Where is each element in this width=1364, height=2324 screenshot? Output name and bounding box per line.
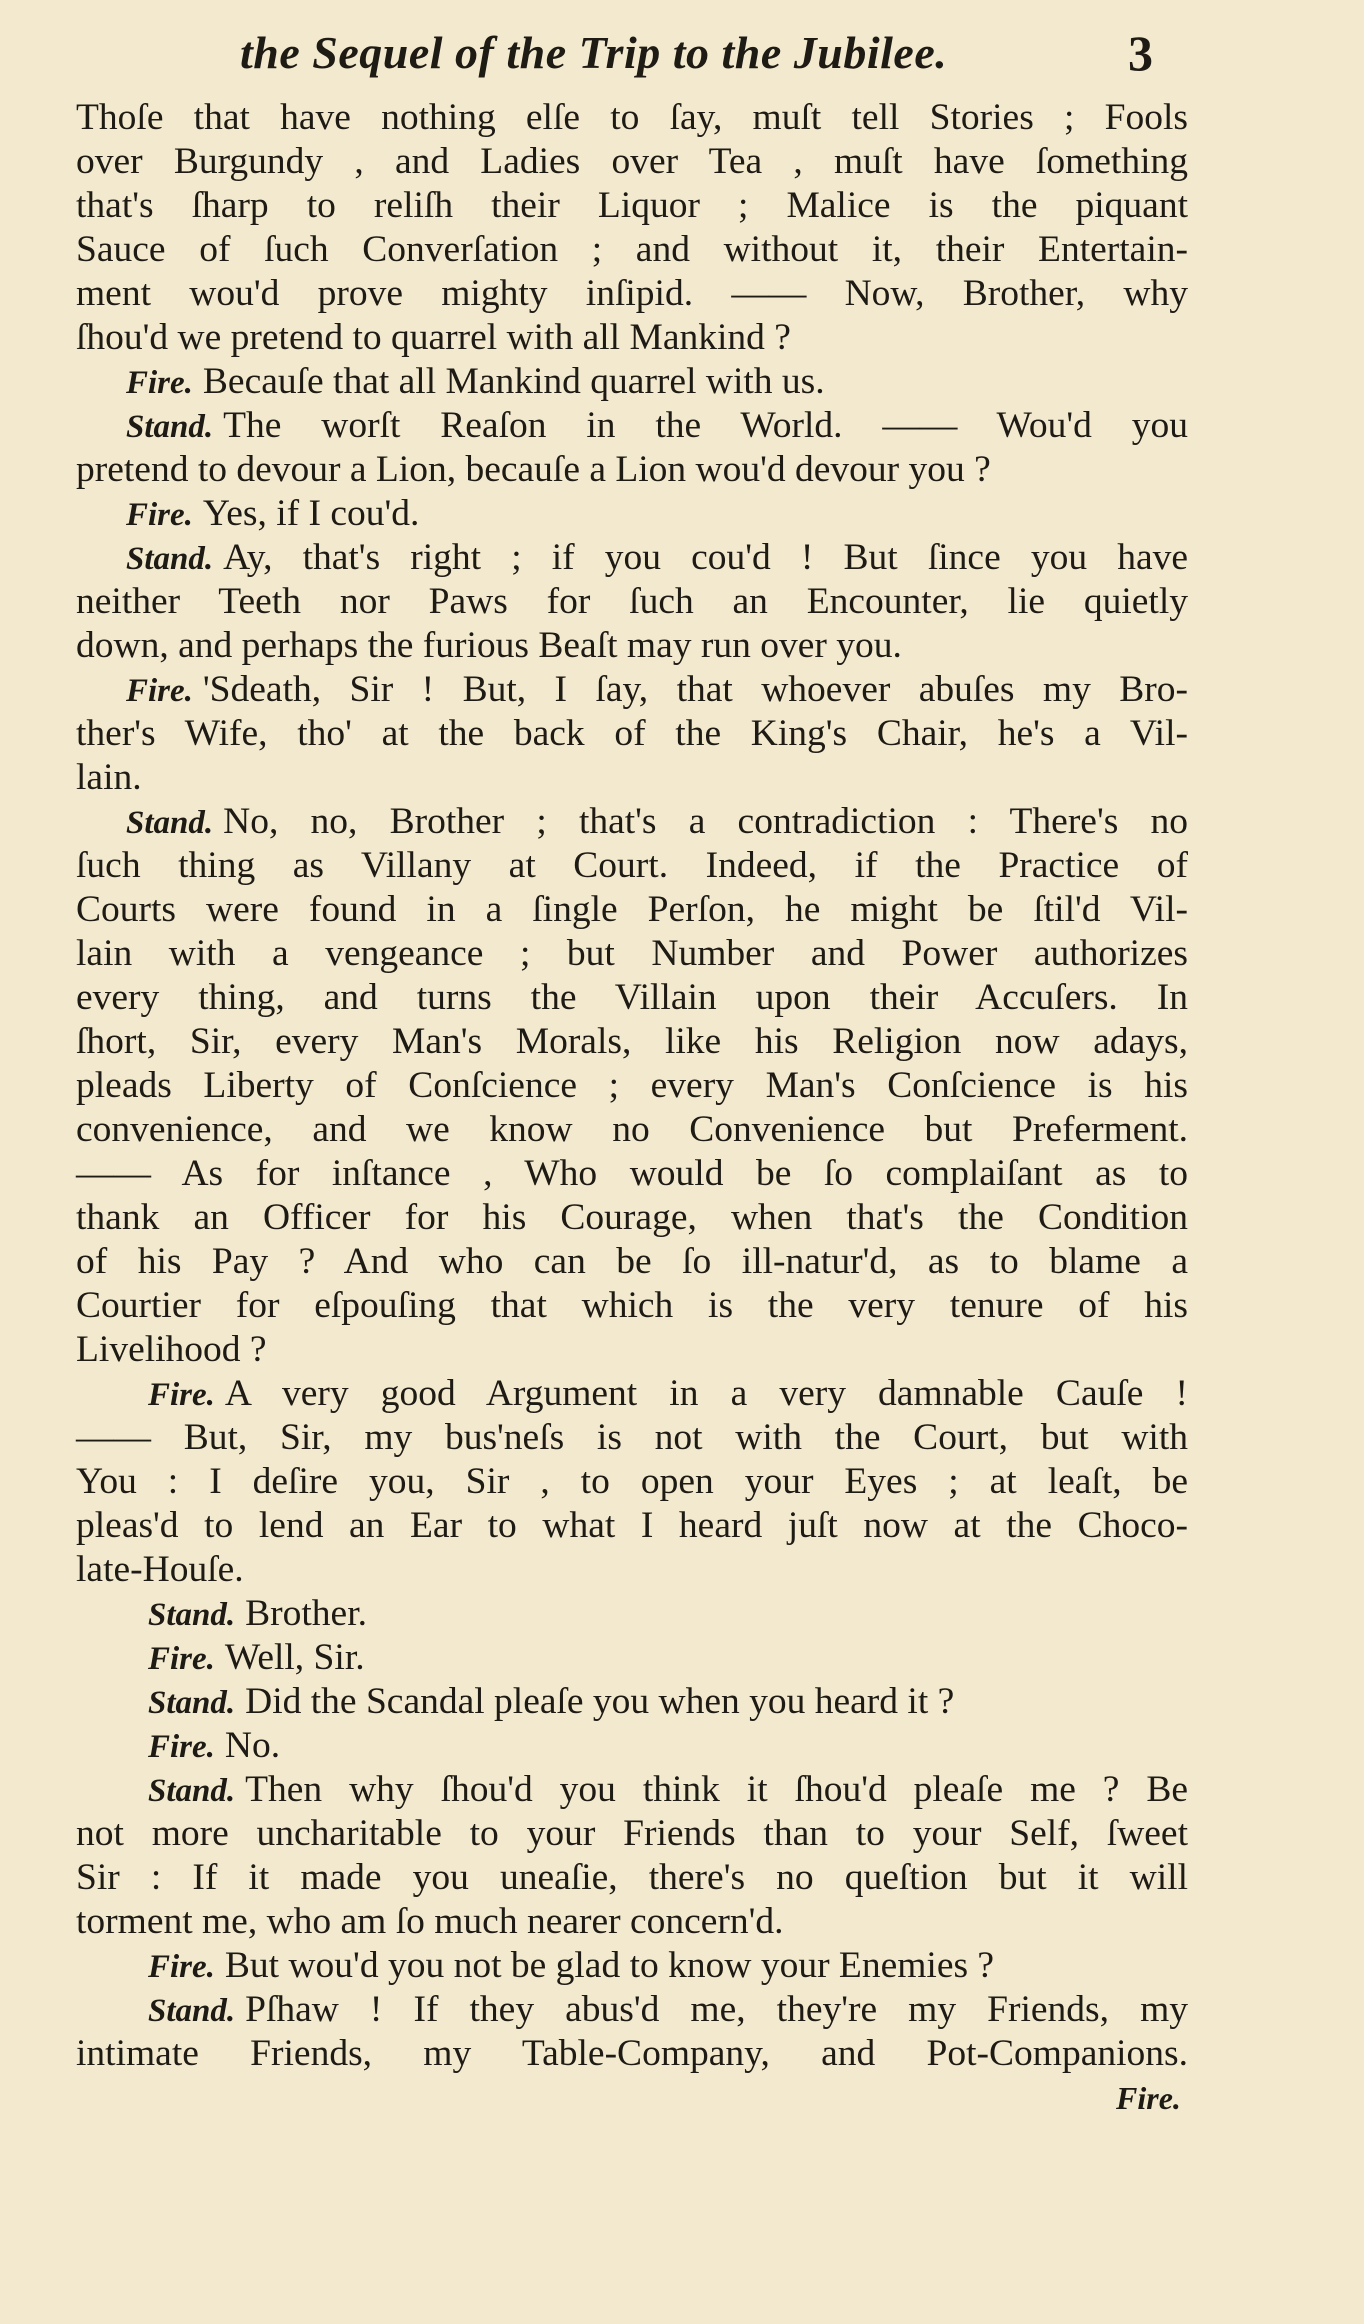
line-text: Ay, that's right ; if you cou'd ! But ſince you have [223, 537, 1188, 578]
line-text: intimate Friends, my Table-Company, and Pot-Companions. [76, 2033, 1188, 2074]
line-text: 'Sdeath, Sir ! But, I ſay, that whoever abuſes my Bro- [202, 669, 1188, 710]
line-text: Yes, if I cou'd. [202, 493, 420, 534]
text-line [76, 976, 1188, 1020]
line-text: Livelihood ? [76, 1329, 267, 1370]
speaker-name: Fire. [126, 365, 193, 401]
line-text: pleads Liberty of Conſcience ; every Man's Conſcience is his [76, 1065, 1188, 1106]
text-line [76, 492, 1188, 536]
text-line [76, 932, 1188, 976]
page-number: 3 [1128, 25, 1153, 81]
catchword: Fire. [1116, 2080, 1181, 2116]
text-line [76, 536, 1188, 580]
line-text: Courts were found in a ſingle Perſon, he might be ſtil'd Vil- [76, 889, 1188, 930]
text-line [76, 1680, 1188, 1724]
line-text: neither Teeth nor Paws for ſuch an Encounter, lie quietly [76, 581, 1188, 622]
text-line [76, 272, 1188, 316]
text-line [76, 800, 1188, 844]
speaker-name: Stand. [148, 1773, 236, 1809]
text-line [76, 1328, 1188, 1372]
speaker-name: Fire. [148, 1729, 215, 1765]
speaker-name: Stand. [126, 541, 214, 577]
line-text: pleas'd to lend an Ear to what I heard juſt now at the Choco- [76, 1505, 1188, 1546]
line-text: You : I deſire you, Sir , to open your Eyes ; at leaſt, be [76, 1461, 1188, 1502]
speaker-name: Fire. [148, 1377, 215, 1413]
speaker-name: Stand. [148, 1993, 236, 2029]
line-text: Courtier for eſpouſing that which is the very tenure of his [76, 1285, 1188, 1326]
line-text: of his Pay ? And who can be ſo ill-natur'd, as to blame a [76, 1241, 1188, 1282]
line-text: No. [224, 1725, 281, 1766]
line-text: The worſt Reaſon in the World. —— Wou'd you [223, 405, 1188, 446]
text-line [76, 1900, 1188, 1944]
text-line [76, 844, 1188, 888]
line-text: Thoſe that have nothing elſe to ſay, muſt tell Stories ; Fools [76, 97, 1188, 138]
speaker-name: Stand. [126, 805, 214, 841]
text-line [76, 756, 1188, 800]
line-text: A very good Argument in a very damnable Cauſe ! [224, 1373, 1188, 1414]
line-text: ſhort, Sir, every Man's Morals, like his Religion now adays, [76, 1021, 1188, 1062]
text-line [76, 228, 1188, 272]
text-line [76, 1724, 1188, 1768]
text-line [76, 1020, 1188, 1064]
line-text: Did the Scandal pleaſe you when you heard it ? [245, 1681, 955, 1722]
line-text: Becauſe that all Mankind quarrel with us. [202, 361, 825, 402]
line-text: No, no, Brother ; that's a contradiction : There's no [223, 801, 1188, 842]
text-line [76, 1812, 1188, 1856]
speaker-name: Fire. [148, 1949, 215, 1985]
text-line [76, 1372, 1188, 1416]
running-header [0, 20, 1364, 80]
line-text: —— As for inſtance , Who would be ſo complaiſant as to [76, 1153, 1188, 1194]
line-text: lain with a vengeance ; but Number and Power authorizes [76, 933, 1188, 974]
text-line [76, 360, 1188, 404]
text-line [76, 1240, 1188, 1284]
line-text: over Burgundy , and Ladies over Tea , muſt have ſomething [76, 141, 1188, 182]
text-body [76, 96, 1188, 2076]
line-text: ment wou'd prove mighty inſipid. —— Now, Brother, why [76, 273, 1188, 314]
text-line [76, 316, 1188, 360]
text-line [76, 580, 1188, 624]
line-text: every thing, and turns the Villain upon their Accuſers. In [76, 977, 1188, 1018]
text-line [76, 404, 1188, 448]
line-text: Pſhaw ! If they abus'd me, they're my Friends, my [245, 1989, 1188, 2030]
text-line [76, 1152, 1188, 1196]
line-text: pretend to devour a Lion, becauſe a Lion wou'd devour you ? [76, 449, 991, 490]
line-text: ſuch thing as Villany at Court. Indeed, if the Practice of [76, 845, 1188, 886]
speaker-name: Stand. [148, 1685, 236, 1721]
text-line [76, 184, 1188, 228]
text-line [76, 1196, 1188, 1240]
text-line [76, 712, 1188, 756]
text-line [76, 1064, 1188, 1108]
text-line [76, 1856, 1188, 1900]
line-text: But wou'd you not be glad to know your Enemies ? [224, 1945, 995, 1986]
text-line [76, 1504, 1188, 1548]
text-line [76, 888, 1188, 932]
line-text: —— But, Sir, my bus'neſs is not with the Court, but with [76, 1417, 1188, 1458]
running-title: the Sequel of the Trip to the Jubilee. [240, 27, 948, 78]
line-text: Then why ſhou'd you think it ſhou'd pleaſe me ? Be [245, 1769, 1188, 1810]
text-line [76, 1284, 1188, 1328]
line-text: that's ſharp to reliſh their Liquor ; Malice is the piquant [76, 185, 1188, 226]
text-line [76, 668, 1188, 712]
text-line [76, 1548, 1188, 1592]
text-line [76, 1768, 1188, 1812]
speaker-name: Fire. [126, 497, 193, 533]
speaker-name: Stand. [148, 1597, 236, 1633]
text-line [76, 140, 1188, 184]
line-text: late-Houſe. [76, 1549, 244, 1590]
text-line [76, 1460, 1188, 1504]
line-text: not more uncharitable to your Friends than to your Self, ſweet [76, 1813, 1188, 1854]
line-text: Sir : If it made you uneaſie, there's no queſtion but it will [76, 1857, 1188, 1898]
line-text: Well, Sir. [224, 1637, 365, 1678]
line-text: thank an Officer for his Courage, when that's the Condition [76, 1197, 1188, 1238]
line-text: down, and perhaps the furious Beaſt may run over you. [76, 625, 902, 666]
line-text: ſhou'd we pretend to quarrel with all Mankind ? [76, 317, 791, 358]
text-line [76, 1108, 1188, 1152]
line-text: torment me, who am ſo much nearer concern'd. [76, 1901, 784, 1942]
speaker-name: Fire. [126, 673, 193, 709]
text-line [76, 1944, 1188, 1988]
text-line [76, 1636, 1188, 1680]
line-text: lain. [76, 757, 142, 798]
speaker-name: Stand. [126, 409, 214, 445]
text-line [76, 1988, 1188, 2032]
text-line [76, 1592, 1188, 1636]
line-text: Brother. [245, 1593, 367, 1634]
line-text: convenience, and we know no Convenience but Preferment. [76, 1109, 1188, 1150]
speaker-name: Fire. [148, 1641, 215, 1677]
text-line [76, 2032, 1188, 2076]
text-line [76, 624, 1188, 668]
text-line [76, 448, 1188, 492]
line-text: ther's Wife, tho' at the back of the King's Chair, he's a Vil- [76, 713, 1188, 754]
text-line [76, 1416, 1188, 1460]
line-text: Sauce of ſuch Converſation ; and without it, their Entertain- [76, 229, 1188, 270]
text-line [76, 96, 1188, 140]
